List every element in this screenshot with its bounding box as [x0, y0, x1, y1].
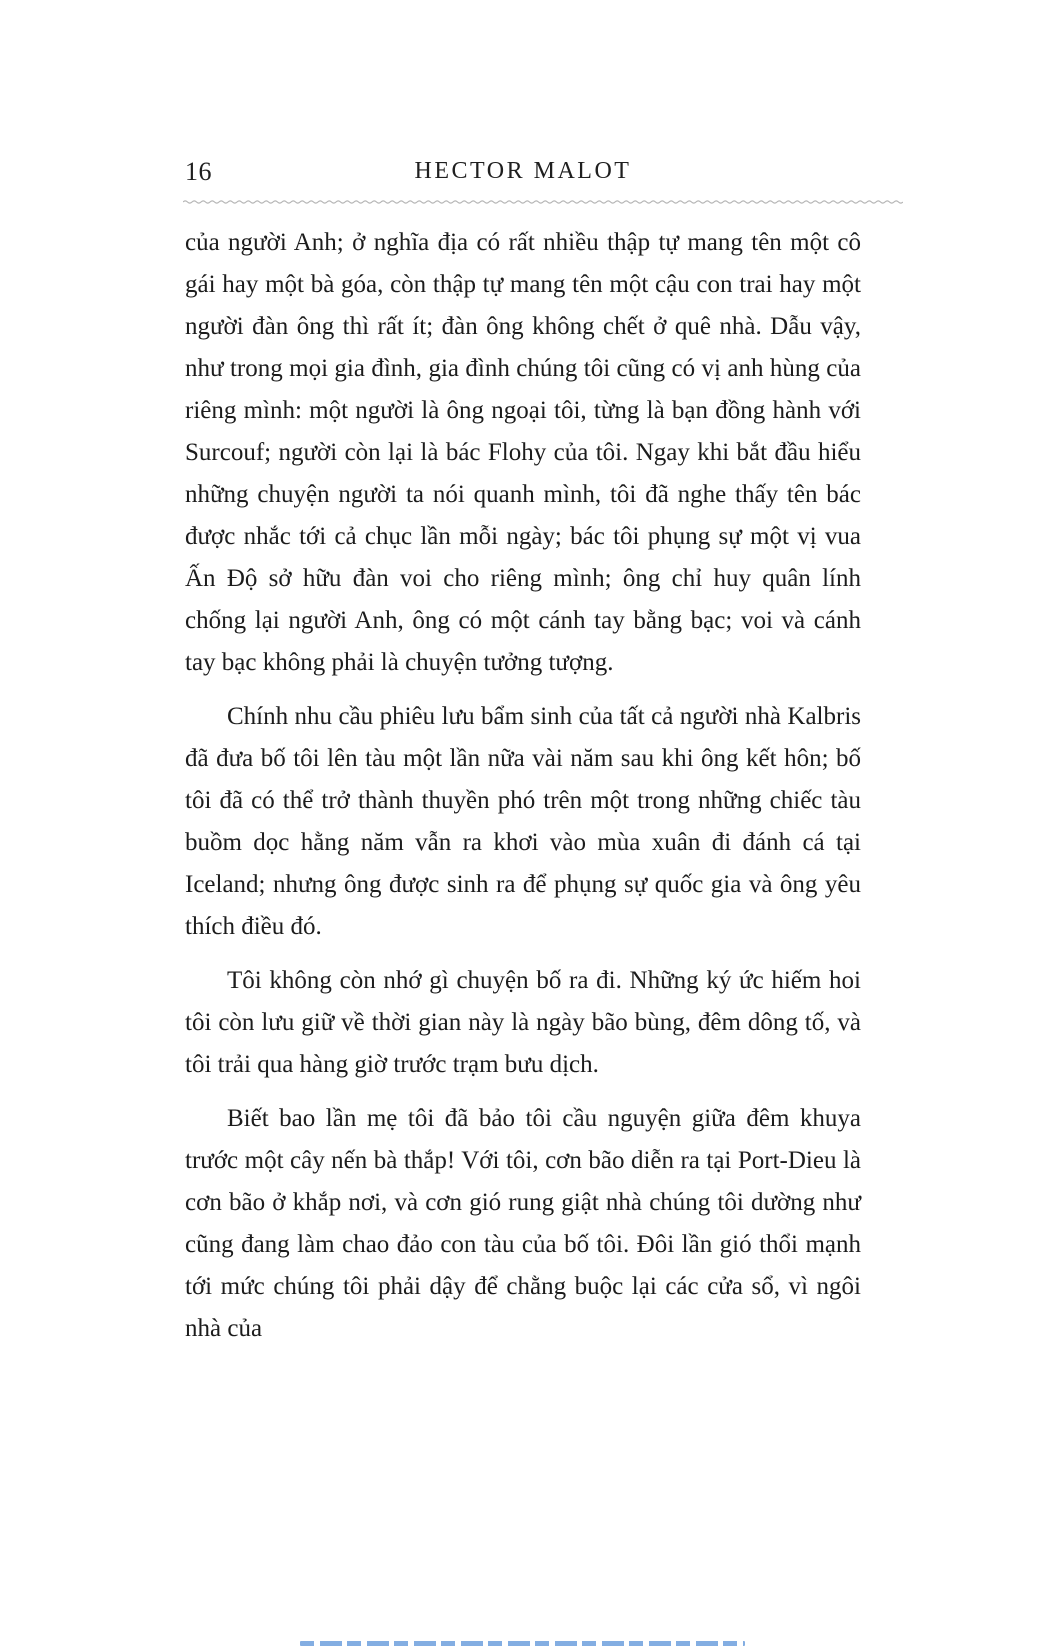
paragraph: Biết bao lần mẹ tôi đã bảo tôi cầu nguyện giữa đêm khuya trước một cây nến bà thắp! Với tôi, cơn bão diễn ra tại Port-Dieu là cơn bão ở khắp nơi, và cơn gió rung giật nhà chúng tôi dường như cũng đang làm chao đảo con tàu của bố tôi. Đôi lần gió thổi mạnh tới mức chúng tôi phải dậy để chằng buộc lại các cửa sổ, vì ngôi nhà của — [185, 1105, 861, 1342]
paragraph: của người Anh; ở nghĩa địa có rất nhiều thập tự mang tên một cô gái hay một bà góa, còn thập tự mang tên một cậu con trai hay một người đàn ông thì rất ít; đàn ông không chết ở quê nhà. Dẫu vậy, như trong mọi gia đình, gia đình chúng tôi cũng có vị anh hùng của riêng mình: một người là ông ngoại tôi, từng là bạn đồng hành với Surcouf; người còn lại là bác Flohy của tôi. Ngay khi bắt đầu hiểu những chuyện người ta nói quanh mình, tôi đã nghe thấy tên bác được nhắc tới cả chục lần mỗi ngày; bác tôi phụng sự một vị vua Ấn Độ sở hữu đàn voi cho riêng mình; ông chỉ huy quân lính chống lại người Anh, ông có một cánh tay bằng bạc; voi và cánh tay bạc không phải là chuyện tưởng tượng. — [185, 229, 861, 676]
page-number: 16 — [185, 157, 212, 186]
running-head — [185, 155, 861, 189]
paragraph: Tôi không còn nhớ gì chuyện bố ra đi. Những ký ức hiếm hoi tôi còn lưu giữ về thời gian này là ngày bão bùng, đêm dông tố, và tôi trải qua hàng giờ trước trạm bưu dịch. — [185, 967, 861, 1078]
paragraph: Chính nhu cầu phiêu lưu bẩm sinh của tất cả người nhà Kalbris đã đưa bố tôi lên tàu một lần nữa vài năm sau khi ông kết hôn; bố tôi đã có thể trở thành thuyền phó trên một trong những chiếc tàu buồm dọc hằng năm vẫn ra khơi vào mùa xuân đi đánh cá tại Iceland; nhưng ông được sinh ra để phụng sự quốc gia và ông yêu thích điều đó. — [185, 703, 861, 940]
body-text — [185, 222, 861, 1350]
wavy-divider — [183, 198, 903, 206]
clipped-blue-text-fragment — [300, 1641, 745, 1646]
running-title: HECTOR MALOT — [414, 158, 632, 184]
